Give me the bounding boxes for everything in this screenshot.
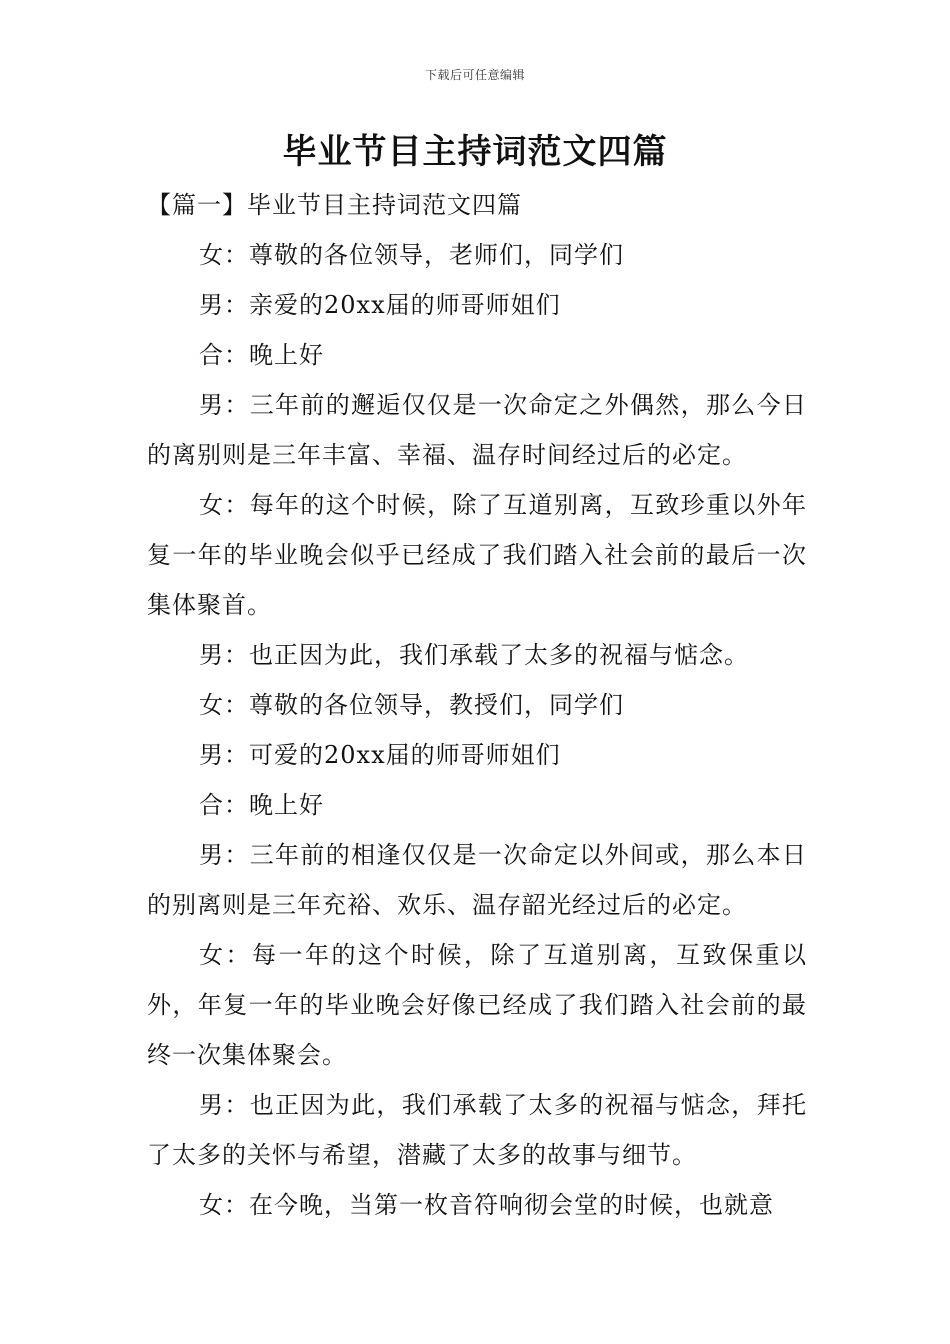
paragraph: 女：每年的这个时候，除了互道别离，互致珍重以外年复一年的毕业晚会似乎已经成了我们踏入社会前的最后一次集体聚首。	[147, 491, 807, 619]
paragraph: 女：在今晚，当第一枚音符响彻会堂的时候，也就意	[199, 1191, 774, 1219]
paragraph: 女：尊敬的各位领导，老师们，同学们	[199, 241, 624, 269]
paragraph: 男：三年前的邂逅仅仅是一次命定之外偶然，那么今日的离别则是三年丰富、幸福、温存时间经过后的必定。	[147, 391, 807, 469]
document-title: 毕业节目主持词范文四篇	[282, 132, 668, 172]
paragraph: 男：也正因为此，我们承载了太多的祝福与惦念。	[199, 641, 749, 669]
paragraph: 女：每一年的这个时候，除了互道别离，互致保重以外，年复一年的毕业晚会好像已经成了我们踏入社会前的最终一次集体聚会。	[147, 941, 807, 1069]
paragraph: 合：晚上好	[199, 791, 324, 819]
document-body	[147, 180, 807, 1230]
paragraph: 男：亲爱的20xx届的师哥师姐们	[199, 291, 561, 319]
paragraph: 男：也正因为此，我们承载了太多的祝福与惦念，拜托了太多的关怀与希望，潜藏了太多的故事与细节。	[147, 1091, 807, 1169]
paragraph: 男：可爱的20xx届的师哥师姐们	[199, 741, 561, 769]
header-note: 下载后可任意编辑	[424, 68, 525, 82]
paragraph: 女：尊敬的各位领导，教授们，同学们	[199, 691, 624, 719]
paragraph: 合：晚上好	[199, 341, 324, 369]
paragraph: 男：三年前的相逢仅仅是一次命定以外间或，那么本日的别离则是三年充裕、欢乐、温存韶光经过后的必定。	[147, 841, 807, 919]
section-heading: 【篇一】毕业节目主持词范文四篇	[147, 191, 522, 219]
